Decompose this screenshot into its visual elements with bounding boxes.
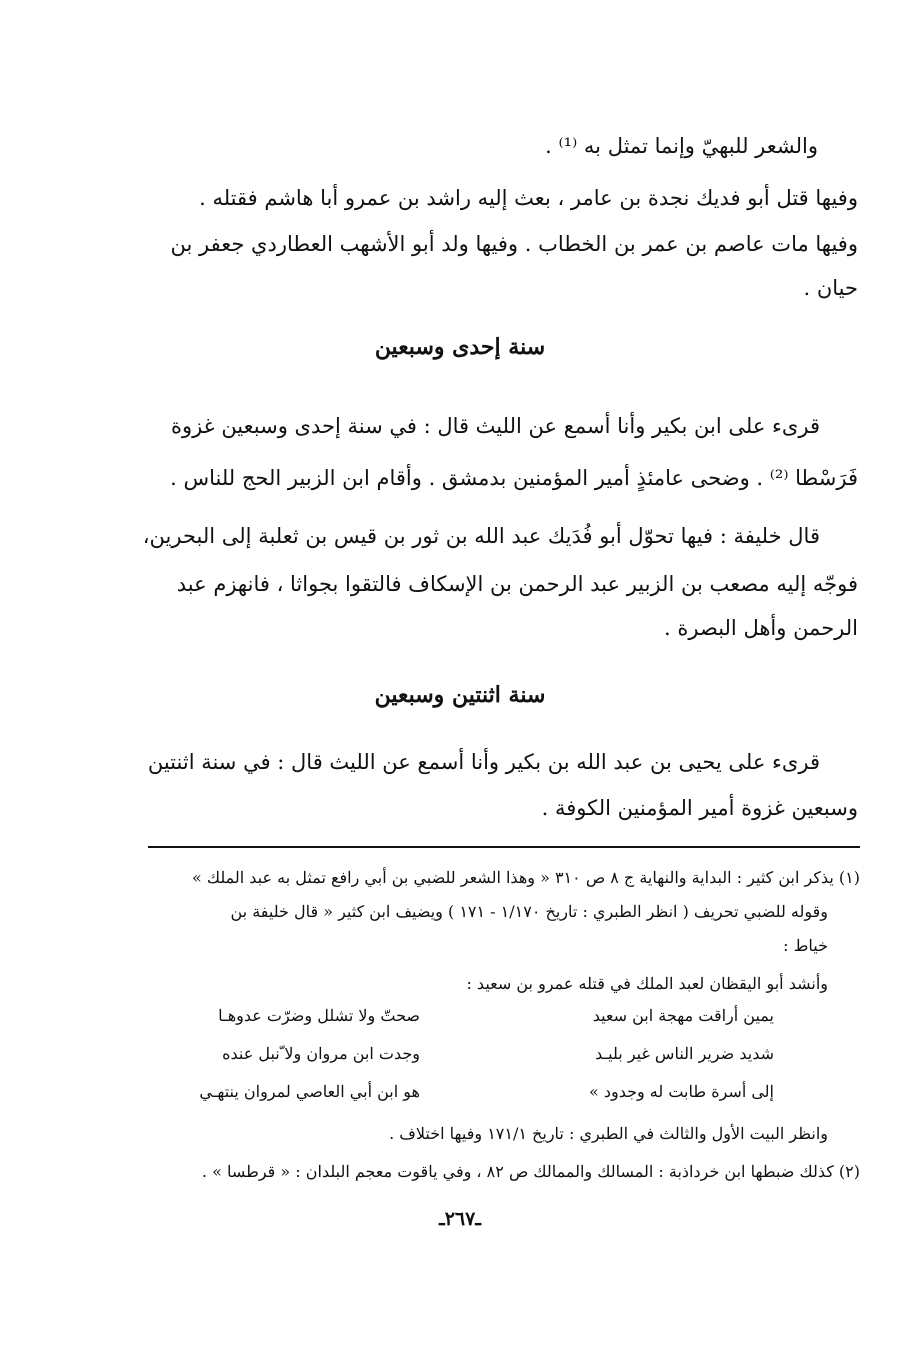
page-number: ـ٢٦٧ـ (439, 1208, 481, 1230)
verse-hemistich-2: يمين أراقت مهجة ابن سعيد (592, 1006, 774, 1025)
verse-hemistich-1: صحتّ ولا تشلل وضرّت عدوهـا (218, 1006, 420, 1025)
section-heading: سنة إحدى وسبعين (374, 334, 546, 360)
verse-hemistich-2: شديد ضرير الناس غير بليـد (595, 1044, 774, 1063)
footnote-line: وانظر البيت الأول والثالث في الطبري : تاريخ ١٧١/١ وفيها اختلاف . (389, 1124, 828, 1143)
footnote-line: وقوله للضبي تحريف ( انظر الطبري : تاريخ ١/١٧٠ - ١٧١ ) ويضيف ابن كثير « قال خليفة بن (230, 902, 828, 921)
text-line: الرحمن وأهل البصرة . (664, 616, 858, 640)
text-line: قال خليفة : فيها تحوّل أبو فُدَيك عبد الله بن ثور بن قيس بن ثعلبة إلى البحرين، (142, 524, 820, 548)
text-line: حيان . (803, 276, 858, 300)
footnote-line: وأنشد أبو اليقظان لعبد الملك في قتله عمرو بن سعيد : (466, 974, 828, 993)
text-line: وفيها مات عاصم بن عمر بن الخطاب . وفيها ولد أبو الأشهب العطاردي جعفر بن (170, 232, 858, 256)
footnote-line: (١) يذكر ابن كثير : البداية والنهاية ج ٨ ص ٣١٠ « وهذا الشعر للضبي بن أبي رافع تمثل به عبد الملك » (191, 868, 860, 887)
text-line: قرىء على يحيى بن عبد الله بن بكير وأنا أسمع عن الليث قال : في سنة اثنتين (147, 750, 820, 774)
text-line: فوجّه إليه مصعب بن الزبير عبد الرحمن بن الإسكاف فالتقوا بجواثا ، فانهزم عبد (176, 572, 858, 596)
section-heading: سنة اثنتين وسبعين (374, 682, 546, 708)
text-line: وفيها قتل أبو فديك نجدة بن عامر ، بعث إليه راشد بن عمرو أبا هاشم فقتله . (199, 186, 858, 210)
text-line: فَرَسْطا ⁽²⁾ . وضحى عامئذٍ أمير المؤمنين بدمشق . وأقام ابن الزبير الحج للناس . (170, 466, 858, 490)
verse-hemistich-1: هو ابن أبي العاصي لمروان ينتهـي (199, 1082, 420, 1101)
verse-hemistich-2: إلى أسرة طابت له وجدود » (588, 1082, 774, 1101)
text-line: قرىء على ابن بكير وأنا أسمع عن الليث قال : في سنة إحدى وسبعين غزوة (170, 414, 820, 438)
text-line: والشعر للبهيّ وإنما تمثل به ⁽¹⁾ . (545, 134, 818, 158)
text-line: وسبعين غزوة أمير المؤمنين الكوفة . (541, 796, 858, 820)
footnote-separator (148, 846, 860, 848)
footnote-line: خياط : (783, 936, 828, 955)
verse-hemistich-1: وجدت ابن مروان ولا ّنبل عنده (222, 1044, 420, 1063)
footnote-line: (٢) كذلك ضبطها ابن خرداذبة : المسالك والممالك ص ٨٢ ، وفي ياقوت معجم البلدان : « قرطسا » . (201, 1162, 860, 1181)
